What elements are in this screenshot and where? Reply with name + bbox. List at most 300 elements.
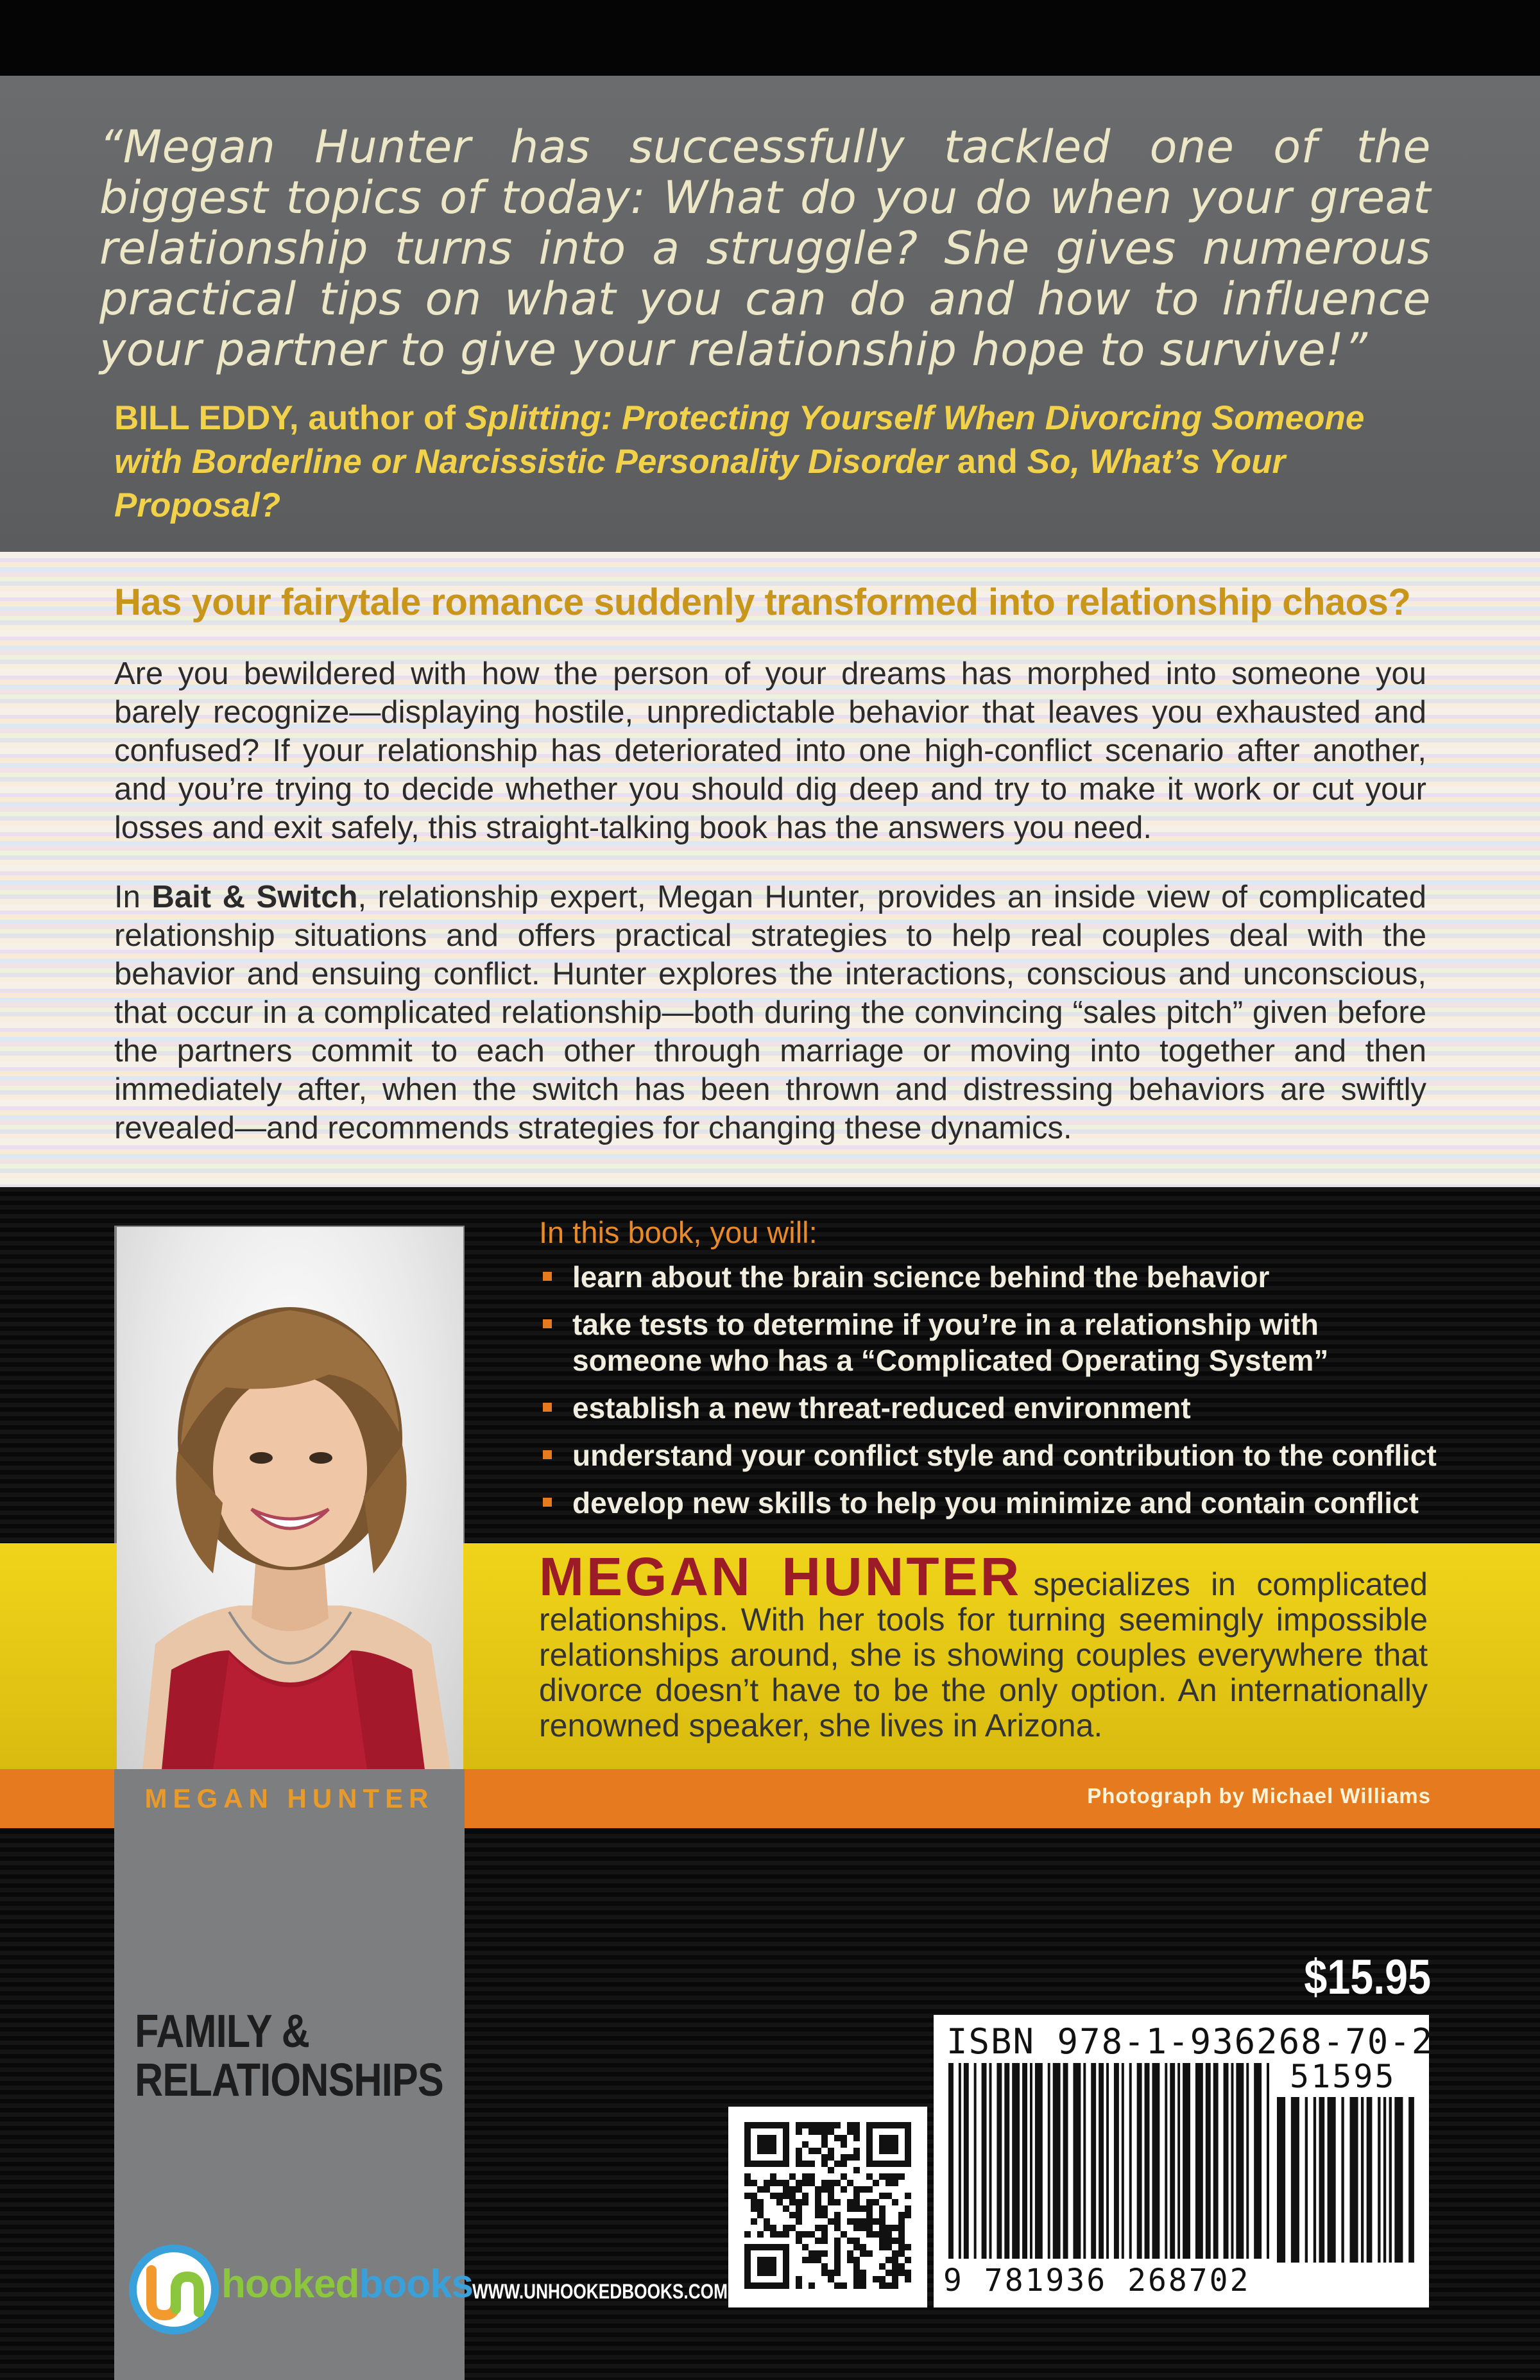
qr-module [873,2276,879,2282]
qr-module [776,2231,783,2238]
qr-module [815,2186,821,2193]
barcode-bar [1195,2063,1203,2259]
qr-module [809,2231,815,2238]
qr-module [821,2122,828,2128]
qr-module [751,2199,757,2205]
qr-module [796,2148,802,2154]
qr-module [815,2128,821,2135]
qr-module [828,2218,834,2225]
qr-module [834,2257,841,2263]
publisher-logo-text [221,2261,473,2307]
bio-text: specializes in complicated relationships. With her tools for turning seemingly impossible relationships around, she is showing couples everywhere that divorce doesn’t have to be the only option. An internationally renowned speaker, she lives in Arizona. [539,1566,1428,1743]
attribution-author: BILL EDDY [114,399,289,437]
qr-module [789,2225,796,2231]
qr-module [815,2205,821,2212]
qr-module [796,2161,802,2167]
barcode-bar [1206,2063,1211,2259]
qr-module [770,2193,776,2199]
qr-module [905,2212,911,2218]
qr-module [905,2276,911,2282]
qr-module [892,2263,898,2270]
logo-text-part-2: books [359,2262,474,2306]
qr-module [873,2180,879,2186]
para-2-prefix: In [114,880,152,914]
author-portrait-illustration [117,1227,463,1770]
qr-module [879,2276,886,2282]
qr-module [892,2225,898,2231]
qr-module [898,2238,905,2244]
qr-module [802,2141,809,2148]
qr-module [789,2173,796,2180]
description-heading: Has your fairytale romance suddenly transformed into relationship chaos? [114,581,1411,623]
qr-module [821,2180,828,2186]
qr-module [809,2257,815,2263]
qr-module [866,2225,873,2231]
description-paragraph-2 [114,878,1426,1147]
barcode-bar [959,2063,961,2259]
qr-module [809,2250,815,2257]
qr-module [796,2205,802,2212]
description-paragraph-1: Are you bewildered with how the person of your dreams has morphed into someone you barely recognize—displaying hostile, unpredictable behavior that leaves you exhausted and confused? If your relationship has deteriorated into one high-conflict scenario after another, and you’re trying to decide whether you should dig deep and try to make it work or cut your losses and exit safely, this straight-talking book has the answers you need. [114,656,1426,845]
qr-module [834,2238,841,2244]
qr-module [898,2231,905,2238]
qr-module [821,2161,828,2167]
qr-module [866,2186,873,2193]
qr-module [770,2173,776,2180]
qr-module [828,2199,834,2205]
qr-module [821,2141,828,2148]
attribution-connector: and [947,443,1027,481]
qr-module [834,2225,841,2231]
qr-module [802,2199,809,2205]
qr-module [809,2122,815,2128]
qr-module [796,2199,802,2205]
qr-module [757,2212,764,2218]
qr-module [770,2231,776,2238]
qr-module [879,2218,886,2225]
qr-module [847,2238,853,2244]
qr-module [847,2218,853,2225]
qr-module [892,2173,898,2180]
qr-module [866,2231,873,2238]
qr-module [853,2122,860,2128]
category-line-2: RELATIONSHIPS [135,2055,443,2106]
qr-module [898,2263,905,2270]
barcode-bar [1378,2097,1380,2263]
qr-module [828,2167,834,2173]
bullets-title: In this book, you will: [539,1215,817,1249]
qr-module [751,2205,757,2212]
publisher-website: WWW.UNHOOKEDBOOKS.COM [472,2280,728,2303]
qr-module [886,2270,892,2276]
qr-module [841,2173,847,2180]
bullet-item: take tests to determine if you’re in a relationship with someone who has a “Complicated Operating System” [539,1306,1437,1378]
qr-module [898,2212,905,2218]
qr-module [834,2122,841,2128]
qr-module [866,2205,873,2212]
qr-module [802,2180,809,2186]
photo-credit: Photograph by Michael Williams [1087,1784,1431,1808]
qr-module [879,2282,886,2289]
qr-module [783,2180,789,2186]
qr-module [757,2231,764,2238]
barcode-bar [1152,2063,1159,2259]
attribution-prefix: , author of [289,399,465,437]
qr-module [886,2193,892,2199]
qr-module [802,2173,809,2180]
barcode-bar [1053,2063,1061,2259]
qr-module [809,2173,815,2180]
unhooked-logo-icon [126,2241,222,2338]
qr-module [898,2173,905,2180]
qr-module [853,2225,860,2231]
qr-module [853,2276,860,2282]
qr-module [905,2257,911,2263]
barcode-bar [1183,2063,1190,2259]
qr-module [860,2276,866,2282]
barcode-bar [1137,2063,1142,2259]
qr-module [821,2128,828,2135]
para-2-body: , relationship expert, Megan Hunter, provides an inside view of complicated relationship situations and offers practical strategies to help real couples deal with the behavior and ensuing conflict. Hunter explores the interactions, conscious and unconscious, that occur in a complicated relationship—both during the convincing “sales pitch” given before the partners commit to each other through marriage or moving into together and then immediately after, when the switch has been thrown and distressing behaviors are swiftly revealed—and recommends strategies for changing these dynamics. [114,880,1427,1145]
qr-module [776,2193,783,2199]
qr-module [821,2231,828,2238]
qr-module [834,2263,841,2270]
barcode-bar [1165,2063,1167,2259]
qr-module [898,2244,905,2250]
qr-module [841,2141,847,2148]
qr-module [879,2173,886,2180]
category-label [135,2007,443,2105]
qr-module [789,2212,796,2218]
photo-name-label: MEGAN HUNTER [114,1769,465,1828]
barcode-bar [1291,2097,1299,2263]
barcode-bar [1145,2063,1150,2259]
qr-module [796,2218,802,2225]
top-black-strip [0,0,1540,76]
qr-module [886,2244,892,2250]
qr-module [744,2180,751,2186]
qr-module [898,2270,905,2276]
qr-module [853,2244,860,2250]
qr-module [821,2263,828,2270]
qr-module [892,2276,898,2282]
qr-module [879,2244,886,2250]
testimonial-quote: “Megan Hunter has successfully tackled one of the biggest topics of today: What do you do when your great relationship turns into a struggle? She gives numerous practical tips on what you can do and how to influence your partner to give your relationship hope to survive!” [99,121,1431,376]
qr-module [802,2231,809,2238]
qr-module [821,2205,828,2212]
qr-module [789,2199,796,2205]
barcode-bar [1073,2063,1081,2259]
barcode-bar [1035,2063,1043,2259]
qr-module [815,2212,821,2218]
qr-module [802,2244,809,2250]
qr-module [841,2282,847,2289]
qr-module [866,2199,873,2205]
qr-module [853,2135,860,2141]
qr-module [841,2231,847,2238]
barcode-digits: 9 781936 268702 [943,2263,1251,2299]
qr-module [853,2218,860,2225]
qr-module [886,2238,892,2244]
attribution-book-2: So, What’s Your Proposal? [114,443,1286,524]
barcode-bar [1328,2097,1336,2263]
qr-module [841,2186,847,2193]
barcode-bar [1277,2097,1285,2263]
qr-module [853,2270,860,2276]
qr-code [744,2122,911,2289]
barcode-bar [1177,2063,1180,2259]
qr-module [873,2231,879,2238]
qr-module [853,2205,860,2212]
barcode-bar [1170,2063,1175,2259]
qr-module [886,2257,892,2263]
qr-module [873,2218,879,2225]
bullet-item: develop new skills to help you minimize and contain conflict [539,1485,1437,1521]
barcode-bar [1394,2097,1403,2263]
qr-module [847,2257,853,2263]
isbn-text: ISBN 978-1-936268-70-2 [946,2021,1434,2062]
qr-module [815,2122,821,2128]
qr-module [828,2186,834,2193]
qr-module [796,2154,802,2161]
qr-module [815,2250,821,2257]
barcode-bar [1267,2063,1269,2259]
qr-module [905,2205,911,2212]
barcode-bar [982,2063,987,2259]
barcode-bar [1383,2097,1386,2263]
qr-module [770,2225,776,2231]
qr-module [802,2122,809,2128]
qr-module [879,2238,886,2244]
qr-module [847,2199,853,2205]
qr-module [898,2250,905,2257]
qr-module [809,2161,815,2167]
qr-module [886,2282,892,2289]
qr-module [853,2238,860,2244]
qr-module [809,2148,815,2154]
barcode-bar [964,2063,969,2259]
qr-module [841,2135,847,2141]
barcode-bar [1063,2063,1068,2259]
barcode-bar [1012,2063,1020,2259]
qr-module [757,2199,764,2205]
barcode-bar [1349,2097,1358,2263]
qr-module [847,2122,853,2128]
qr-module [892,2199,898,2205]
qr-module [802,2193,809,2199]
qr-module [860,2270,866,2276]
barcode-bar [1099,2063,1104,2259]
qr-module [879,2225,886,2231]
qr-module [783,2231,789,2238]
qr-module [834,2244,841,2250]
logo-text-part-1: hooked [221,2262,359,2306]
qr-module [809,2282,815,2289]
qr-module [815,2148,821,2154]
qr-module [866,2212,873,2218]
bullet-item: learn about the brain science behind the behavior [539,1259,1437,1295]
barcode-bar [1114,2063,1119,2259]
barcode-bar [1022,2063,1027,2259]
qr-module [879,2212,886,2218]
qr-module [853,2186,860,2193]
qr-module [873,2199,879,2205]
barcode-bar [1048,2063,1050,2259]
qr-module [886,2173,892,2180]
qr-module [853,2193,860,2199]
qr-module [853,2263,860,2270]
qr-module [860,2218,866,2225]
qr-module [853,2167,860,2173]
qr-module [751,2180,757,2186]
qr-module [886,2225,892,2231]
qr-finder-module [879,2135,898,2154]
bullet-list [539,1259,1437,1532]
qr-module [821,2270,828,2276]
barcode-bar [1313,2097,1316,2263]
qr-module [841,2154,847,2161]
qr-module [821,2135,828,2141]
barcode-bar [1030,2063,1032,2259]
qr-module [898,2218,905,2225]
qr-module [892,2257,898,2263]
qr-module [802,2257,809,2263]
attribution-book-1: Splitting: Protecting Yourself When Divorcing Someone with Borderline or Narcissistic Personality Disorder [114,399,1365,481]
qr-module [796,2180,802,2186]
qr-module [847,2205,853,2212]
qr-module [892,2250,898,2257]
qr-module [796,2186,802,2193]
qr-module [815,2225,821,2231]
qr-module [821,2225,828,2231]
barcode-bar [1408,2097,1414,2263]
qr-module [853,2282,860,2289]
qr-module [879,2263,886,2270]
qr-module [834,2135,841,2141]
qr-module [809,2128,815,2135]
qr-module [796,2128,802,2135]
qr-module [796,2212,802,2218]
qr-module [853,2154,860,2161]
qr-module [879,2231,886,2238]
qr-module [879,2193,886,2199]
qr-module [828,2154,834,2161]
qr-module [764,2225,770,2231]
testimonial-attribution [114,397,1436,527]
qr-module [809,2180,815,2186]
qr-module [834,2218,841,2225]
qr-module [783,2225,789,2231]
qr-module [892,2180,898,2186]
qr-module [847,2128,853,2135]
barcode-main [948,2063,1269,2265]
qr-module [892,2238,898,2244]
qr-module [764,2180,770,2186]
qr-module [860,2244,866,2250]
qr-module [764,2186,770,2193]
qr-module [821,2186,828,2193]
barcode-bar [1246,2063,1249,2259]
qr-module [853,2148,860,2154]
qr-module [789,2193,796,2199]
qr-module [886,2180,892,2186]
qr-module [860,2250,866,2257]
qr-module [815,2257,821,2263]
barcode-bar [997,2063,1002,2259]
barcode-bar [1305,2097,1308,2263]
barcode-bar [1389,2097,1392,2263]
qr-module [860,2225,866,2231]
barcode-bar [1224,2063,1229,2259]
qr-module [828,2128,834,2135]
qr-module [821,2154,828,2161]
qr-module [853,2128,860,2135]
qr-module [841,2161,847,2167]
qr-module [834,2161,841,2167]
qr-module [828,2270,834,2276]
barcode-bar [1083,2063,1086,2259]
barcode-bar [1367,2097,1373,2263]
category-line-1: FAMILY & [135,2006,310,2057]
author-photo [117,1227,463,1770]
qr-module [905,2270,911,2276]
qr-module [776,2199,783,2205]
qr-module [751,2193,757,2199]
qr-module [905,2244,911,2250]
qr-module [783,2205,789,2212]
barcode-bar [1319,2097,1324,2263]
qr-module [821,2212,828,2218]
qr-module [847,2250,853,2257]
qr-module [898,2225,905,2231]
qr-module [744,2231,751,2238]
qr-module [828,2122,834,2128]
barcode-bar [1341,2097,1344,2263]
bullet-item: establish a new threat-reduced environment [539,1390,1437,1426]
qr-module [757,2186,764,2193]
qr-module [847,2180,853,2186]
qr-finder-module [757,2135,776,2154]
qr-finder-module [757,2257,776,2276]
qr-module [834,2212,841,2218]
qr-module [796,2238,802,2244]
qr-module [828,2148,834,2154]
qr-module [796,2276,802,2282]
qr-module [886,2231,892,2238]
qr-module [744,2193,751,2199]
qr-module [764,2218,770,2225]
qr-module [828,2180,834,2186]
barcode-bar [989,2063,991,2259]
bio-author-name: MEGAN HUNTER [539,1546,1022,1607]
qr-module [866,2250,873,2257]
barcode-bar [1106,2063,1109,2259]
barcode-bar [1129,2063,1132,2259]
qr-module [744,2173,751,2180]
barcode-bar [974,2063,977,2259]
qr-module [828,2276,834,2282]
barcode-bar [1236,2063,1244,2259]
qr-module [821,2250,828,2257]
qr-module [751,2218,757,2225]
qr-module [866,2173,873,2180]
price-label: $15.95 [1304,1950,1431,2005]
qr-module [783,2193,789,2199]
qr-module [796,2282,802,2289]
barcode-bar [1091,2063,1096,2259]
qr-module [834,2180,841,2186]
qr-module [757,2205,764,2212]
